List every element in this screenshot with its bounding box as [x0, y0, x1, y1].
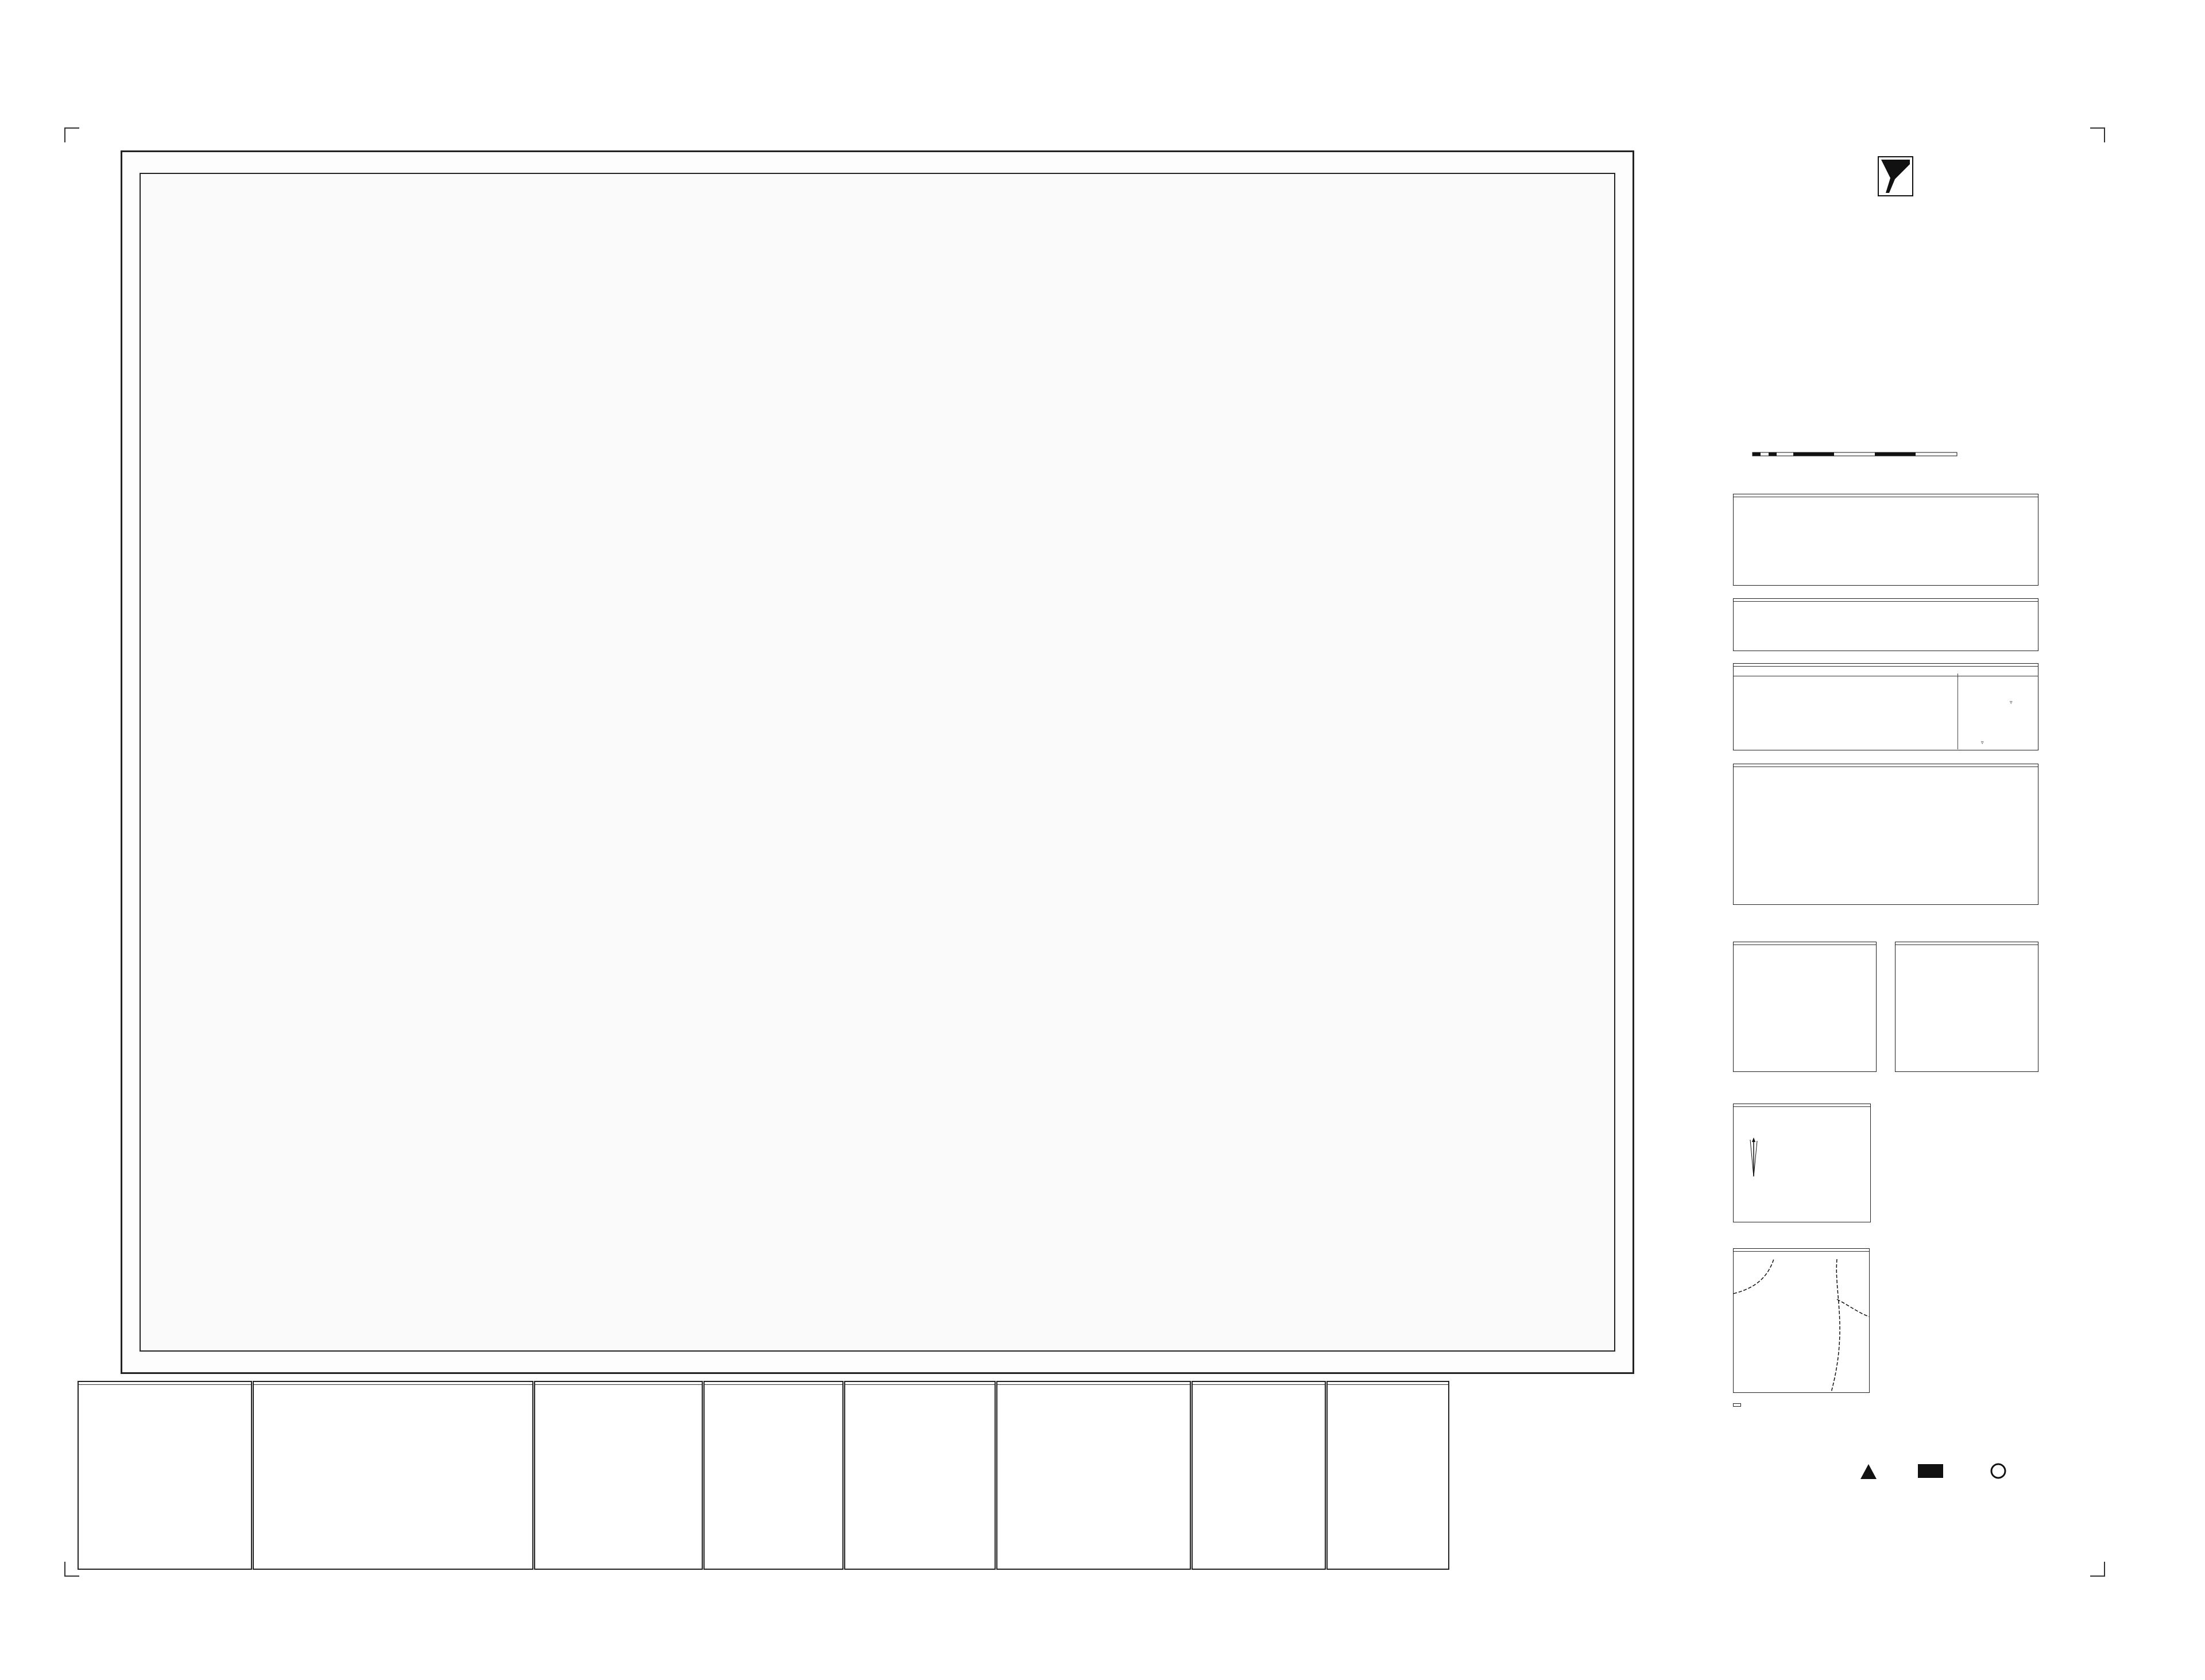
situazione-10000-title — [1895, 942, 2038, 945]
crop-mark-top-left — [64, 127, 79, 142]
legend-vegetazione-items — [997, 1385, 1190, 1392]
topographic-map-drawing — [141, 174, 1614, 1350]
legend-orografia — [703, 1381, 844, 1570]
situazione-50000-title — [1734, 942, 1876, 945]
crop-mark-bottom-right — [2090, 1562, 2105, 1577]
vertici-box — [1733, 663, 2038, 750]
dati-informativi-box — [1733, 494, 2038, 586]
vertici-position-panel — [1958, 673, 2038, 749]
legend-servizi — [534, 1381, 703, 1570]
crop-mark-top-right — [2090, 127, 2105, 142]
legend-costruzioni-items — [254, 1385, 532, 1392]
limiti-map — [1734, 1259, 1869, 1392]
coordinate-box — [1733, 764, 2038, 905]
declinazione-box — [1733, 1104, 1871, 1222]
legend-idrografia-items — [845, 1385, 995, 1392]
legend-vegetazione — [996, 1381, 1191, 1570]
title-panel — [1665, 150, 2044, 1574]
legend-trasporti-items — [79, 1385, 251, 1392]
attendibilita — [1733, 1403, 1741, 1407]
legend-confini-items — [1193, 1385, 1325, 1392]
pos-432270r: ▿ — [2010, 699, 2013, 705]
legend-confini — [1192, 1381, 1326, 1570]
situazione-50000-grid — [1734, 953, 1876, 1071]
costanti-title — [1734, 599, 2038, 602]
scale-bar — [1746, 444, 1964, 462]
map-frame — [121, 150, 1634, 1374]
dati-informativi-title — [1734, 494, 2038, 497]
declinazione-title — [1734, 1104, 1870, 1107]
costanti-box — [1733, 598, 2038, 651]
situazione-50000-box — [1733, 942, 1877, 1072]
map-area[interactable] — [140, 173, 1615, 1352]
declination-diagram-icon — [1739, 1137, 1768, 1178]
limiti-title — [1734, 1249, 1869, 1252]
legend-orografia-items — [705, 1385, 842, 1392]
contractor-logos — [1855, 1460, 2038, 1482]
legend-servizi-items — [535, 1385, 702, 1392]
situazione-10000-box — [1895, 942, 2038, 1072]
coordinate-title — [1734, 764, 2038, 767]
vertici-subtitle — [1734, 673, 1958, 676]
vertici-title — [1734, 664, 2038, 667]
legend-costruzioni — [253, 1381, 533, 1570]
limiti-box — [1733, 1248, 1870, 1393]
vertici-position-label — [1958, 673, 2038, 676]
legend-trasporti — [78, 1381, 252, 1570]
legend-punti — [1326, 1381, 1449, 1570]
situazione-10000-grid — [1904, 958, 2030, 1066]
region-logo — [1878, 156, 1913, 196]
pos-432049v: ▿ — [1981, 740, 1984, 745]
legend-punti-items — [1328, 1385, 1448, 1392]
legend-idrografia — [844, 1381, 996, 1570]
